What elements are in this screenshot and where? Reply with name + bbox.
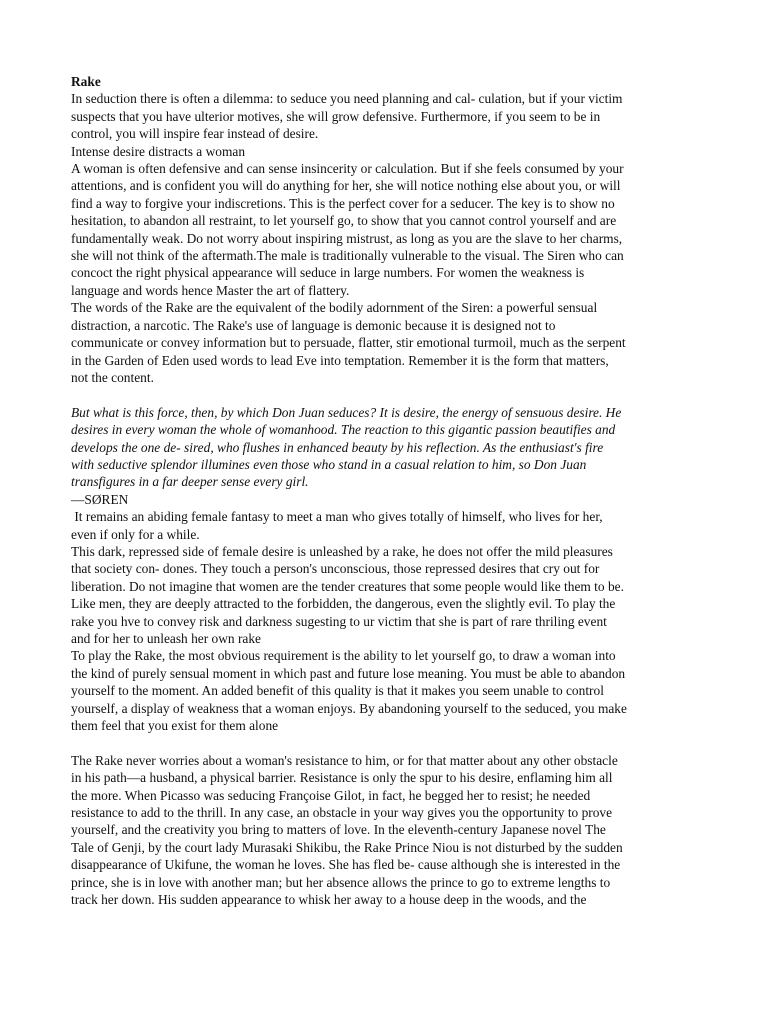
text-line: them feel that you exist for them alone <box>71 718 279 734</box>
text-line: —SØREN <box>71 491 129 507</box>
document-page <box>71 73 701 908</box>
text-line: This dark, repressed side of female desire is unleashed by a rake, he does not offer the mild pleasures <box>71 543 613 559</box>
text-line: not the content. <box>71 369 154 385</box>
paragraph <box>71 143 701 160</box>
text-line: even if only for a while. <box>71 526 200 542</box>
text-line: yourself to the moment. An added benefit of this quality is that it makes you seem unable to control <box>71 683 604 699</box>
text-line: Like men, they are deeply attracted to the forbidden, the dangerous, even the slightly evil. To play the <box>71 596 616 612</box>
paragraph-gap <box>71 386 701 403</box>
text-line: distraction, a narcotic. The Rake's use of language is demonic because it is designed not to <box>71 317 556 333</box>
text-line: suspects that you have ulterior motives, she will grow defensive. Furthermore, if you seem to be in <box>71 108 601 124</box>
text-line: rake you hve to convey risk and darkness sugesting to ur victim that she is part of rare thriling event <box>71 613 607 629</box>
text-line: she will not think of the aftermath.The male is traditionally vulnerable to the visual. The Siren who can <box>71 248 624 264</box>
paragraph <box>71 752 701 909</box>
text-line: concoct the right physical appearance will seduce in large numbers. For women the weakness is <box>71 265 585 281</box>
text-line: liberation. Do not imagine that women are the tender creatures that some people would like them to be. <box>71 578 624 594</box>
text-line: resistance to add to the thrill. In any case, an obstacle in your way gives you the opportunity to prove <box>71 805 613 821</box>
text-line: develops the one de- sired, who flushes in enhanced beauty by his reflection. As the enthusiast's fire <box>71 439 604 455</box>
text-line: language and words hence Master the art of flattery. <box>71 282 350 298</box>
text-line: desires in every woman the whole of womanhood. The reaction to this gigantic passion beautifies and <box>71 422 616 438</box>
text-line: yourself, and the creativity you bring to matters of love. In the eleventh-century Japanese novel The <box>71 822 606 838</box>
text-line: Intense desire distracts a woman <box>71 143 246 159</box>
text-line: communicate or convey information but to persuade, flatter, stir emotional turmoil, much as the serpent <box>71 335 626 351</box>
text-line: the kind of purely sensual moment in which past and future lose meaning. You must be able to abandon <box>71 665 626 681</box>
text-line: that society con- dones. They touch a person's unconscious, those repressed desires that cry out for <box>71 561 600 577</box>
paragraph <box>71 299 701 386</box>
text-line: prince, she is in love with another man; but her absence allows the prince to go to extreme lengths to <box>71 874 611 890</box>
text-line: find a way to forgive your indiscretions. This is the perfect cover for a seducer. The key is to show no <box>71 195 615 211</box>
paragraph <box>71 543 701 647</box>
text-line: with seductive splendor illumines even those who stand in a casual relation to him, so Don Juan <box>71 456 587 472</box>
paragraph <box>71 160 701 299</box>
text-line: disappearance of Ukifune, the woman he loves. She has fled be- cause although she is interested in the <box>71 857 621 873</box>
text-line: A woman is often defensive and can sense insincerity or calculation. But if she feels consumed by your <box>71 161 624 177</box>
text-line: transfigures in a far deeper sense every girl. <box>71 474 309 490</box>
paragraph-gap <box>71 734 701 751</box>
text-line: In seduction there is often a dilemma: to seduce you need planning and cal- culation, but if your victim <box>71 91 623 107</box>
text-line: and for her to unleash her own rake <box>71 630 261 646</box>
text-line: To play the Rake, the most obvious requirement is the ability to let yourself go, to draw a woman into <box>71 648 616 664</box>
text-line: in his path—a husband, a physical barrier. Resistance is only the spur to his desire, enflaming him all <box>71 770 613 786</box>
text-line: fundamentally weak. Do not worry about inspiring mistrust, as long as you are the slave to her charms, <box>71 230 623 246</box>
text-line: attentions, and is confident you will do anything for her, she will notice nothing else about you, or will <box>71 178 621 194</box>
document-body <box>71 90 701 908</box>
paragraph <box>71 90 701 142</box>
text-line: hesitation, to abandon all restraint, to let yourself go, to show that you cannot control yourself and are <box>71 213 617 229</box>
paragraph <box>71 647 701 734</box>
text-line: The words of the Rake are the equivalent of the bodily adornment of the Siren: a powerful sensual <box>71 300 598 316</box>
text-line: in the Garden of Eden used words to lead Eve into temptation. Remember it is the form that matters, <box>71 352 609 368</box>
text-line: The Rake never worries about a woman's resistance to him, or for that matter about any other obstacle <box>71 752 618 768</box>
quote-paragraph <box>71 404 701 491</box>
text-line: Tale of Genji, by the court lady Murasaki Shikibu, the Rake Prince Niou is not disturbed by the sudden <box>71 839 623 855</box>
text-line: But what is this force, then, by which Don Juan seduces? It is desire, the energy of sensuous desire. He <box>71 404 622 420</box>
document-title: Rake <box>71 74 101 89</box>
paragraph <box>71 491 701 508</box>
text-line: yourself, a display of weakness that a woman enjoys. By abandoning yourself to the seduced, you make <box>71 700 627 716</box>
text-line: track her down. His sudden appearance to whisk her away to a house deep in the woods, and the <box>71 892 587 908</box>
text-line: control, you will inspire fear instead of desire. <box>71 126 319 142</box>
text-line: the more. When Picasso was seducing Françoise Gilot, in fact, he begged her to resist; he needed <box>71 787 591 803</box>
paragraph <box>71 508 701 543</box>
text-line: It remains an abiding female fantasy to meet a man who gives totally of himself, who lives for her, <box>71 509 603 525</box>
